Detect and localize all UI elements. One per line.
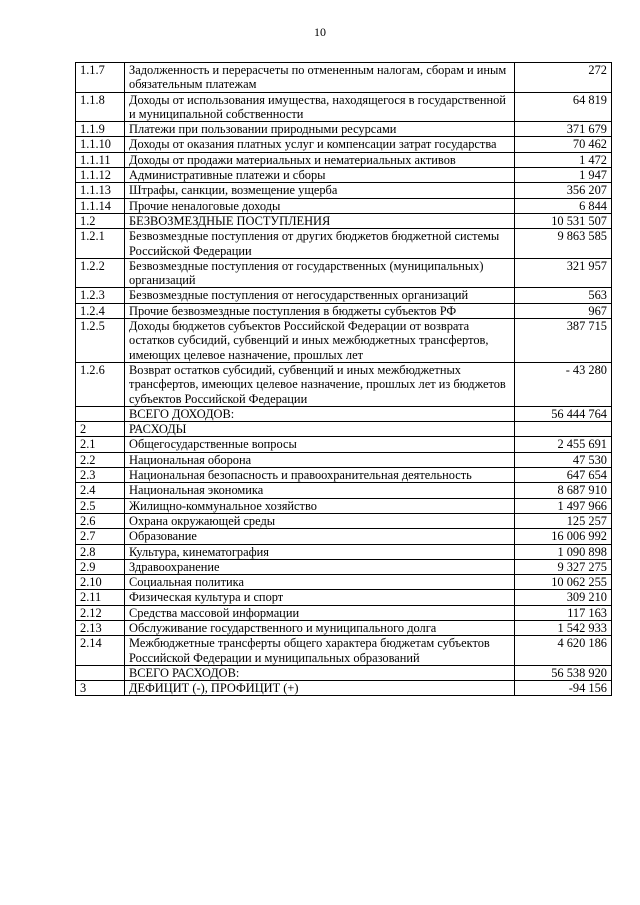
row-value-cell: 371 679 xyxy=(515,122,612,137)
row-code-cell: 2.4 xyxy=(76,483,125,498)
row-value-cell: 117 163 xyxy=(515,605,612,620)
row-code-cell: 1.1.10 xyxy=(76,137,125,152)
row-name-cell: Доходы бюджетов субъектов Российской Федерации от возврата остатков субсидий, субвенций и иных межбюджетных трансфертов, имеющих целевое назначение, прошлых лет xyxy=(125,319,515,363)
row-name-cell: Культура, кинематография xyxy=(125,544,515,559)
row-value-cell: 10 062 255 xyxy=(515,575,612,590)
row-code-cell: 1.1.9 xyxy=(76,122,125,137)
row-value-cell: 64 819 xyxy=(515,92,612,122)
row-code-cell: 2.10 xyxy=(76,575,125,590)
row-value-cell: 1 472 xyxy=(515,152,612,167)
row-name-cell: ВСЕГО РАСХОДОВ: xyxy=(125,665,515,680)
row-code-cell: 2.6 xyxy=(76,513,125,528)
table-row xyxy=(76,681,612,696)
row-name-cell: РАСХОДЫ xyxy=(125,422,515,437)
table-row xyxy=(76,529,612,544)
row-value-cell: 356 207 xyxy=(515,183,612,198)
table-row xyxy=(76,513,612,528)
row-name-cell: Платежи при пользовании природными ресурсами xyxy=(125,122,515,137)
row-code-cell: 2.2 xyxy=(76,452,125,467)
table-row xyxy=(76,137,612,152)
table-row xyxy=(76,198,612,213)
row-name-cell: Охрана окружающей среды xyxy=(125,513,515,528)
row-value-cell: 56 444 764 xyxy=(515,406,612,421)
table-row xyxy=(76,288,612,303)
row-value-cell: 387 715 xyxy=(515,319,612,363)
row-name-cell: Средства массовой информации xyxy=(125,605,515,620)
row-value-cell: 125 257 xyxy=(515,513,612,528)
table-row xyxy=(76,452,612,467)
row-value-cell: 70 462 xyxy=(515,137,612,152)
row-value-cell: - 43 280 xyxy=(515,362,612,406)
page-number: 10 xyxy=(314,25,326,39)
row-code-cell: 1.1.7 xyxy=(76,63,125,93)
row-name-cell: Безвозмездные поступления от других бюджетов бюджетной системы Российской Федерации xyxy=(125,229,515,259)
table-row xyxy=(76,483,612,498)
row-name-cell: Национальная экономика xyxy=(125,483,515,498)
row-name-cell: БЕЗВОЗМЕЗДНЫЕ ПОСТУПЛЕНИЯ xyxy=(125,213,515,228)
table-row xyxy=(76,422,612,437)
row-value-cell: 10 531 507 xyxy=(515,213,612,228)
row-name-cell: ДЕФИЦИТ (-), ПРОФИЦИТ (+) xyxy=(125,681,515,696)
row-name-cell: Доходы от использования имущества, находящегося в государственной и муниципальной собственности xyxy=(125,92,515,122)
table-row xyxy=(76,620,612,635)
table-row xyxy=(76,636,612,666)
table-row xyxy=(76,168,612,183)
row-name-cell: Безвозмездные поступления от государственных (муниципальных) организаций xyxy=(125,258,515,288)
row-code-cell: 2 xyxy=(76,422,125,437)
row-code-cell: 1.2.3 xyxy=(76,288,125,303)
row-name-cell: Межбюджетные трансферты общего характера бюджетам субъектов Российской Федерации и муниципальных образований xyxy=(125,636,515,666)
row-name-cell: Доходы от оказания платных услуг и компенсации затрат государства xyxy=(125,137,515,152)
row-code-cell: 1.1.11 xyxy=(76,152,125,167)
row-code-cell: 2.1 xyxy=(76,437,125,452)
row-code-cell: 2.12 xyxy=(76,605,125,620)
table-row xyxy=(76,590,612,605)
row-code-cell: 2.8 xyxy=(76,544,125,559)
row-value-cell: 2 455 691 xyxy=(515,437,612,452)
row-value-cell: -94 156 xyxy=(515,681,612,696)
row-code-cell: 2.11 xyxy=(76,590,125,605)
row-value-cell: 9 327 275 xyxy=(515,559,612,574)
row-name-cell: Прочие неналоговые доходы xyxy=(125,198,515,213)
row-value-cell: 56 538 920 xyxy=(515,665,612,680)
row-code-cell: 1.2.5 xyxy=(76,319,125,363)
table-row xyxy=(76,303,612,318)
row-value-cell: 321 957 xyxy=(515,258,612,288)
table-row xyxy=(76,319,612,363)
row-code-cell: 1.1.13 xyxy=(76,183,125,198)
row-name-cell: Национальная оборона xyxy=(125,452,515,467)
row-name-cell: Социальная политика xyxy=(125,575,515,590)
row-code-cell: 1.2.1 xyxy=(76,229,125,259)
table-row xyxy=(76,437,612,452)
row-value-cell: 8 687 910 xyxy=(515,483,612,498)
row-code-cell: 2.14 xyxy=(76,636,125,666)
row-name-cell: ВСЕГО ДОХОДОВ: xyxy=(125,406,515,421)
row-name-cell: Прочие безвозмездные поступления в бюджеты субъектов РФ xyxy=(125,303,515,318)
row-name-cell: Доходы от продажи материальных и нематериальных активов xyxy=(125,152,515,167)
budget-table-body xyxy=(76,63,612,696)
row-name-cell: Административные платежи и сборы xyxy=(125,168,515,183)
row-value-cell: 967 xyxy=(515,303,612,318)
table-row xyxy=(76,605,612,620)
table-row xyxy=(76,122,612,137)
row-value-cell: 1 947 xyxy=(515,168,612,183)
row-name-cell: Задолженность и перерасчеты по отмененным налогам, сборам и иным обязательным платежам xyxy=(125,63,515,93)
table-row xyxy=(76,183,612,198)
row-value-cell: 16 006 992 xyxy=(515,529,612,544)
row-name-cell: Образование xyxy=(125,529,515,544)
row-value-cell: 647 654 xyxy=(515,468,612,483)
row-code-cell: 1.1.12 xyxy=(76,168,125,183)
row-name-cell: Возврат остатков субсидий, субвенций и иных межбюджетных трансфертов, имеющих целевое назначение, прошлых лет из бюджетов субъектов Российской Федерации xyxy=(125,362,515,406)
row-name-cell: Обслуживание государственного и муниципального долга xyxy=(125,620,515,635)
row-code-cell xyxy=(76,665,125,680)
table-row xyxy=(76,406,612,421)
row-name-cell: Общегосударственные вопросы xyxy=(125,437,515,452)
row-code-cell: 1.2.6 xyxy=(76,362,125,406)
row-code-cell: 2.13 xyxy=(76,620,125,635)
row-code-cell xyxy=(76,406,125,421)
row-value-cell xyxy=(515,422,612,437)
table-row xyxy=(76,575,612,590)
row-value-cell: 1 497 966 xyxy=(515,498,612,513)
table-row xyxy=(76,92,612,122)
row-code-cell: 1.2 xyxy=(76,213,125,228)
row-name-cell: Жилищно-коммунальное хозяйство xyxy=(125,498,515,513)
row-value-cell: 4 620 186 xyxy=(515,636,612,666)
row-code-cell: 2.9 xyxy=(76,559,125,574)
table-row xyxy=(76,229,612,259)
table-row xyxy=(76,498,612,513)
row-name-cell: Штрафы, санкции, возмещение ущерба xyxy=(125,183,515,198)
row-name-cell: Безвозмездные поступления от негосударственных организаций xyxy=(125,288,515,303)
row-code-cell: 1.2.2 xyxy=(76,258,125,288)
row-name-cell: Физическая культура и спорт xyxy=(125,590,515,605)
row-name-cell: Здравоохранение xyxy=(125,559,515,574)
row-value-cell: 47 530 xyxy=(515,452,612,467)
table-row xyxy=(76,544,612,559)
table-row xyxy=(76,468,612,483)
table-row xyxy=(76,152,612,167)
row-value-cell: 309 210 xyxy=(515,590,612,605)
row-code-cell: 1.2.4 xyxy=(76,303,125,318)
table-row xyxy=(76,213,612,228)
row-value-cell: 1 090 898 xyxy=(515,544,612,559)
row-code-cell: 1.1.14 xyxy=(76,198,125,213)
table-row xyxy=(76,63,612,93)
budget-table xyxy=(75,62,612,696)
table-row xyxy=(76,559,612,574)
row-code-cell: 2.3 xyxy=(76,468,125,483)
row-value-cell: 1 542 933 xyxy=(515,620,612,635)
row-name-cell: Национальная безопасность и правоохранительная деятельность xyxy=(125,468,515,483)
row-code-cell: 3 xyxy=(76,681,125,696)
row-code-cell: 2.5 xyxy=(76,498,125,513)
table-row xyxy=(76,258,612,288)
table-row xyxy=(76,362,612,406)
row-value-cell: 6 844 xyxy=(515,198,612,213)
row-code-cell: 2.7 xyxy=(76,529,125,544)
table-row xyxy=(76,665,612,680)
row-value-cell: 9 863 585 xyxy=(515,229,612,259)
row-value-cell: 563 xyxy=(515,288,612,303)
row-code-cell: 1.1.8 xyxy=(76,92,125,122)
row-value-cell: 272 xyxy=(515,63,612,93)
